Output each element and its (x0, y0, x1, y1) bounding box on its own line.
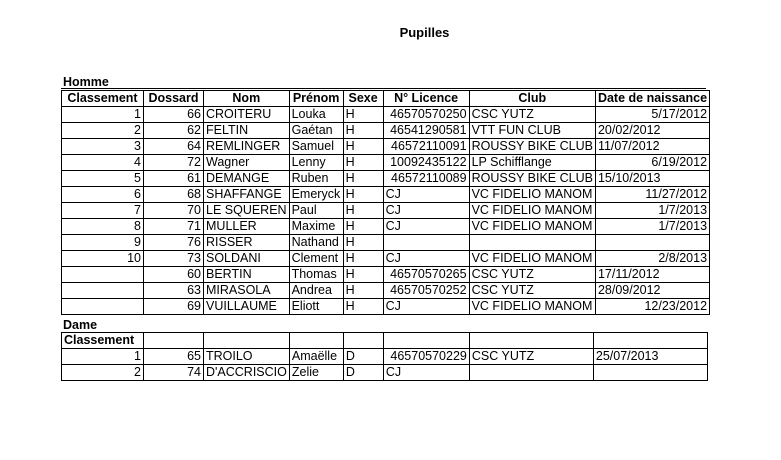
cell-licence: 46570570229 (383, 349, 469, 365)
cell-nom: TROILO (204, 349, 290, 365)
page-title: Pupilles (399, 25, 450, 40)
cell-nom: MIRASOLA (204, 283, 290, 299)
cell-licence: CJ (383, 365, 469, 381)
cell-sexe: H (343, 139, 383, 155)
column-header-nom: Nom (204, 91, 290, 107)
column-header-licence: N° Licence (383, 91, 469, 107)
cell-classement: 1 (62, 107, 144, 123)
cell-nom: REMLINGER (204, 139, 290, 155)
cell-licence: 46572110089 (383, 171, 469, 187)
table-row (62, 155, 710, 171)
column-header-club: Club (469, 91, 595, 107)
cell-classement: 4 (62, 155, 144, 171)
table-row (62, 283, 710, 299)
table-row (62, 107, 710, 123)
cell-club: VC FIDELIO MANOM (469, 219, 595, 235)
cell-prenom: Lenny (289, 155, 343, 171)
cell-sexe: H (343, 235, 383, 251)
cell-date-naissance: 11/27/2012 (595, 187, 709, 203)
cell-prenom: Maxime (289, 219, 343, 235)
cell-dossard: 64 (144, 139, 204, 155)
table-row (62, 267, 710, 283)
cell-sexe: H (343, 267, 383, 283)
table-row (62, 139, 710, 155)
cell-classement: 9 (62, 235, 144, 251)
cell-sexe: H (343, 171, 383, 187)
cell-nom: SHAFFANGE (204, 187, 290, 203)
cell-club: ROUSSY BIKE CLUB (469, 171, 595, 187)
cell-prenom: Andrea (289, 283, 343, 299)
cell-dossard: 74 (144, 365, 204, 381)
cell-club: CSC YUTZ (469, 267, 595, 283)
cell-licence: CJ (383, 251, 469, 267)
cell-club: CSC YUTZ (469, 349, 593, 365)
column-header-date-naissance: Date de naissance (595, 91, 709, 107)
column-header-nom (204, 333, 290, 349)
cell-dossard: 70 (144, 203, 204, 219)
cell-prenom: Samuel (289, 139, 343, 155)
cell-licence: 46541290581 (383, 123, 469, 139)
cell-date-naissance: 11/07/2012 (595, 139, 709, 155)
cell-prenom: Paul (289, 203, 343, 219)
column-header-dossard (144, 333, 204, 349)
cell-classement: 3 (62, 139, 144, 155)
table-row (62, 171, 710, 187)
cell-licence: CJ (383, 299, 469, 315)
cell-club: VC FIDELIO MANOM (469, 187, 595, 203)
cell-licence: 46570570252 (383, 283, 469, 299)
column-header-prenom (289, 333, 343, 349)
cell-classement: 7 (62, 203, 144, 219)
cell-sexe: H (343, 107, 383, 123)
cell-classement: 5 (62, 171, 144, 187)
cell-date-naissance: 25/07/2013 (593, 349, 707, 365)
cell-dossard: 60 (144, 267, 204, 283)
cell-licence: CJ (383, 187, 469, 203)
table-row (62, 219, 710, 235)
cell-nom: RISSER (204, 235, 290, 251)
table-row (62, 187, 710, 203)
cell-club (469, 235, 595, 251)
cell-classement: 8 (62, 219, 144, 235)
cell-classement: 10 (62, 251, 144, 267)
column-header-sexe: Sexe (343, 91, 383, 107)
cell-date-naissance: 17/11/2012 (595, 267, 709, 283)
cell-prenom: Gaétan (289, 123, 343, 139)
cell-dossard: 61 (144, 171, 204, 187)
cell-classement: 2 (62, 123, 144, 139)
header-row (62, 91, 710, 107)
cell-dossard: 72 (144, 155, 204, 171)
cell-dossard: 69 (144, 299, 204, 315)
cell-sexe: H (343, 251, 383, 267)
cell-nom: VUILLAUME (204, 299, 290, 315)
column-header-classement: Classement (62, 91, 144, 107)
table-row (62, 203, 710, 219)
cell-prenom: Eliott (289, 299, 343, 315)
cell-licence: CJ (383, 203, 469, 219)
cell-date-naissance: 1/7/2013 (595, 219, 709, 235)
cell-dossard: 68 (144, 187, 204, 203)
column-header-licence (383, 333, 469, 349)
cell-club: CSC YUTZ (469, 107, 595, 123)
cell-club: LP Schifflange (469, 155, 595, 171)
column-header-sexe (343, 333, 383, 349)
cell-licence: 46570570250 (383, 107, 469, 123)
column-header-dossard: Dossard (144, 91, 204, 107)
cell-sexe: H (343, 203, 383, 219)
table-row (62, 123, 710, 139)
cell-prenom: Ruben (289, 171, 343, 187)
column-header-club (469, 333, 593, 349)
cell-nom: LE SQUEREN (204, 203, 290, 219)
cell-licence (383, 235, 469, 251)
header-row (62, 333, 708, 349)
cell-date-naissance: 20/02/2012 (595, 123, 709, 139)
column-header-classement: Classement (62, 333, 144, 349)
table-row (62, 365, 708, 381)
cell-date-naissance: 1/7/2013 (595, 203, 709, 219)
cell-licence: CJ (383, 219, 469, 235)
cell-club: CSC YUTZ (469, 283, 595, 299)
table-row (62, 349, 708, 365)
cell-classement: 1 (62, 349, 144, 365)
cell-dossard: 73 (144, 251, 204, 267)
cell-classement: 6 (62, 187, 144, 203)
cell-club (469, 365, 593, 381)
cell-date-naissance (593, 365, 707, 381)
column-header-date-naissance (593, 333, 707, 349)
cell-club: VC FIDELIO MANOM (469, 203, 595, 219)
cell-date-naissance: 28/09/2012 (595, 283, 709, 299)
cell-licence: 10092435122 (383, 155, 469, 171)
cell-sexe: D (343, 365, 383, 381)
cell-nom: SOLDANI (204, 251, 290, 267)
cell-licence: 46572110091 (383, 139, 469, 155)
cell-date-naissance: 5/17/2012 (595, 107, 709, 123)
cell-prenom: Clement (289, 251, 343, 267)
cell-prenom: Louka (289, 107, 343, 123)
cell-club: VC FIDELIO MANOM (469, 251, 595, 267)
homme-table (61, 90, 710, 315)
cell-sexe: H (343, 283, 383, 299)
cell-nom: FELTIN (204, 123, 290, 139)
cell-nom: D'ACCRISCIO (204, 365, 290, 381)
cell-date-naissance: 12/23/2012 (595, 299, 709, 315)
cell-sexe: H (343, 219, 383, 235)
cell-classement (62, 283, 144, 299)
cell-sexe: H (343, 155, 383, 171)
cell-classement: 2 (62, 365, 144, 381)
dame-table (61, 332, 708, 381)
cell-date-naissance: 6/19/2012 (595, 155, 709, 171)
cell-nom: DEMANGE (204, 171, 290, 187)
cell-date-naissance: 15/10/2013 (595, 171, 709, 187)
column-header-prenom: Prénom (289, 91, 343, 107)
cell-sexe: H (343, 187, 383, 203)
cell-nom: BERTIN (204, 267, 290, 283)
cell-nom: CROITERU (204, 107, 290, 123)
cell-prenom: Nathand (289, 235, 343, 251)
cell-club: ROUSSY BIKE CLUB (469, 139, 595, 155)
cell-club: VC FIDELIO MANOM (469, 299, 595, 315)
table-row (62, 235, 710, 251)
cell-dossard: 76 (144, 235, 204, 251)
cell-sexe: D (343, 349, 383, 365)
cell-sexe: H (343, 123, 383, 139)
cell-prenom: Zelie (289, 365, 343, 381)
table-top-border (61, 88, 706, 89)
cell-classement (62, 299, 144, 315)
section-label-dame: Dame (63, 318, 98, 332)
cell-licence: 46570570265 (383, 267, 469, 283)
cell-dossard: 63 (144, 283, 204, 299)
table-row (62, 299, 710, 315)
table-row (62, 251, 710, 267)
cell-nom: MULLER (204, 219, 290, 235)
cell-prenom: Emeryck (289, 187, 343, 203)
cell-sexe: H (343, 299, 383, 315)
cell-date-naissance: 2/8/2013 (595, 251, 709, 267)
cell-date-naissance (595, 235, 709, 251)
section-label-homme: Homme (63, 75, 109, 89)
cell-dossard: 71 (144, 219, 204, 235)
cell-prenom: Thomas (289, 267, 343, 283)
cell-dossard: 65 (144, 349, 204, 365)
cell-dossard: 62 (144, 123, 204, 139)
cell-nom: Wagner (204, 155, 290, 171)
cell-prenom: Amaëlle (289, 349, 343, 365)
cell-classement (62, 267, 144, 283)
cell-club: VTT FUN CLUB (469, 123, 595, 139)
cell-dossard: 66 (144, 107, 204, 123)
